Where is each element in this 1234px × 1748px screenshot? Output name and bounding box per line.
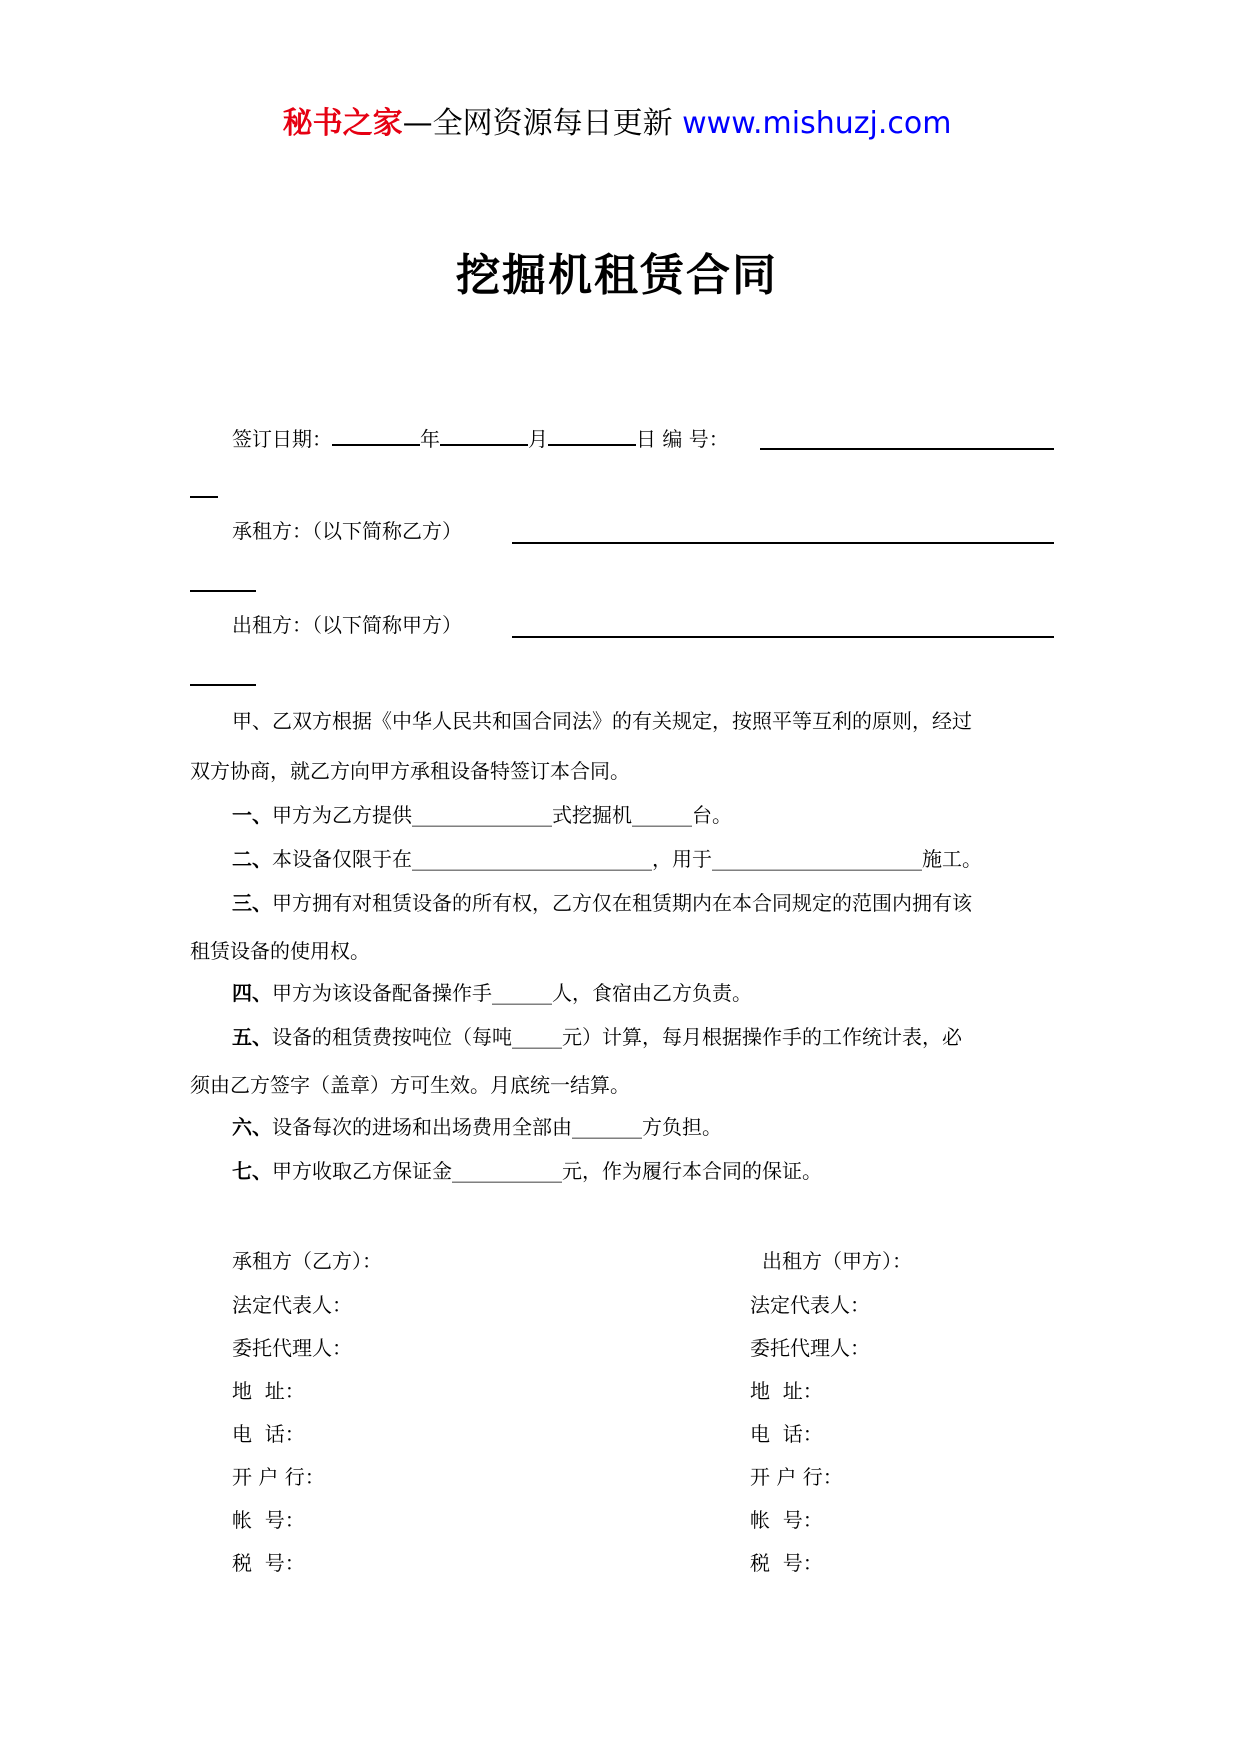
contract-number-blank-continued (190, 496, 218, 498)
signature-field: 法定代表人： (232, 1293, 352, 1317)
clause-2 (232, 844, 982, 874)
year-blank (332, 422, 420, 446)
date-label: 签订日期： (232, 427, 332, 451)
clause-number: 三、 (232, 891, 272, 915)
clause-3-line-1 (232, 888, 972, 918)
banner-tagline: —全网资源每日更新 (402, 106, 683, 141)
clause-number: 四、 (232, 981, 272, 1005)
lessor-name-blank (512, 636, 1054, 638)
day-code-label: 日 编 号： (636, 427, 729, 451)
month-blank (440, 422, 528, 446)
rate-blank: _____ (512, 1025, 562, 1049)
signature-field: 委托代理人： (232, 1336, 352, 1360)
signature-field: 电 话： (232, 1422, 305, 1446)
clause-5-line-1 (232, 1022, 962, 1052)
lessor-signature-block (750, 1246, 912, 1591)
clause-text: 式挖掘机 (552, 803, 632, 827)
signature-field: 开 户 行： (750, 1465, 843, 1489)
clause-text: 本设备仅限于在 (272, 847, 412, 871)
clause-text: 设备每次的进场和出场费用全部由 (272, 1115, 572, 1139)
quantity-blank: ______ (632, 803, 692, 827)
lessee-name-blank-continued (190, 590, 256, 592)
operator-count-blank: ______ (492, 981, 552, 1005)
clause-1 (232, 800, 732, 830)
signature-field: 电 话： (750, 1422, 823, 1446)
clause-text: 人，食宿由乙方负责。 (552, 981, 752, 1005)
clause-text: 甲方收取乙方保证金 (272, 1159, 452, 1183)
year-label: 年 (420, 427, 440, 451)
clause-3-line-2: 租赁设备的使用权。 (190, 939, 370, 963)
lessee-name-blank (512, 542, 1054, 544)
location-blank: ________________________ (412, 847, 652, 871)
clause-5-line-2: 须由乙方签字（盖章）方可生效。月底统一结算。 (190, 1073, 630, 1097)
clause-text: 元）计算，每月根据操作手的工作统计表，必 (562, 1025, 962, 1049)
signature-field: 税 号： (750, 1551, 823, 1575)
contract-number-blank (760, 448, 1054, 450)
signature-field: 税 号： (232, 1551, 305, 1575)
document-title: 挖掘机租赁合同 (456, 250, 778, 301)
lessee-signature-block (232, 1246, 382, 1591)
clause-text: 甲方为该设备配备操作手 (272, 981, 492, 1005)
clause-text: 元，作为履行本合同的保证。 (562, 1159, 822, 1183)
clause-7 (232, 1156, 822, 1186)
month-label: 月 (528, 427, 548, 451)
signature-field: 委托代理人： (750, 1336, 870, 1360)
model-blank: ______________ (412, 803, 552, 827)
site-banner (0, 104, 1234, 144)
site-url-link[interactable]: www.mishuzj.com (682, 106, 952, 141)
clause-number: 五、 (232, 1025, 272, 1049)
lessor-name-blank-continued (190, 684, 256, 686)
clause-text: 方负担。 (642, 1115, 722, 1139)
clause-text: 甲方为乙方提供 (272, 803, 412, 827)
clause-number: 二、 (232, 847, 272, 871)
signature-field: 出租方（甲方）： (762, 1249, 912, 1273)
party-blank: _______ (572, 1115, 642, 1139)
preamble-line-1: 甲、乙双方根据《中华人民共和国合同法》的有关规定，按照平等互利的原则，经过 (232, 709, 972, 733)
clause-6 (232, 1112, 722, 1142)
clause-text: 台。 (692, 803, 732, 827)
clause-number: 七、 (232, 1159, 272, 1183)
preamble-line-2: 双方协商，就乙方向甲方承租设备特签订本合同。 (190, 759, 630, 783)
clause-4 (232, 978, 752, 1008)
lessor-line: 出租方：（以下简称甲方） (232, 613, 462, 637)
clause-text: 甲方拥有对租赁设备的所有权，乙方仅在租赁期内在本合同规定的范围内拥有该 (272, 891, 972, 915)
clause-number: 六、 (232, 1115, 272, 1139)
clause-text: 施工。 (922, 847, 982, 871)
clause-text: ，用于 (652, 847, 712, 871)
purpose-blank: _____________________ (712, 847, 922, 871)
signature-field: 帐 号： (750, 1508, 823, 1532)
deposit-blank: ___________ (452, 1159, 562, 1183)
signature-field: 法定代表人： (750, 1293, 870, 1317)
lessee-line: 承租方：（以下简称乙方） (232, 519, 462, 543)
signing-date-line (232, 422, 729, 454)
signature-field: 地 址： (232, 1379, 305, 1403)
signature-field: 地 址： (750, 1379, 823, 1403)
brand-name: 秘书之家 (282, 106, 403, 141)
signature-field: 帐 号： (232, 1508, 305, 1532)
signature-field: 承租方（乙方）： (232, 1249, 382, 1273)
clause-text: 设备的租赁费按吨位（每吨 (272, 1025, 512, 1049)
clause-number: 一、 (232, 803, 272, 827)
day-blank (548, 422, 636, 446)
signature-field: 开 户 行： (232, 1465, 325, 1489)
